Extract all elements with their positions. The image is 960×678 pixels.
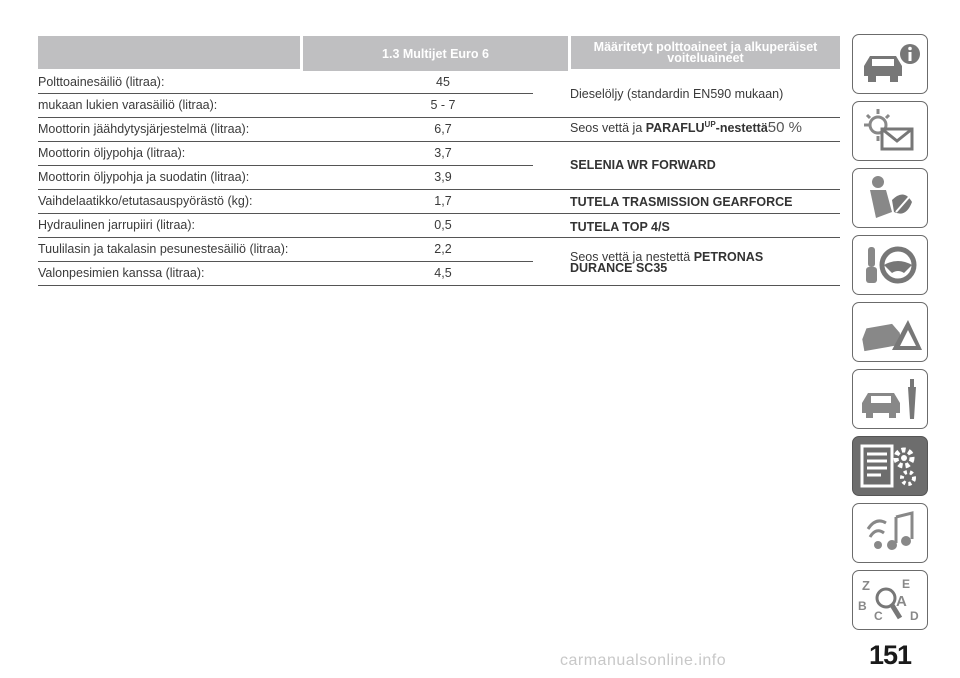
row-divider bbox=[38, 213, 840, 214]
fluid-oil bbox=[570, 160, 840, 171]
tab-index[interactable] bbox=[852, 570, 928, 630]
breakdown-warning-icon bbox=[856, 306, 924, 358]
coolant-brand: PARAFLU bbox=[645, 121, 705, 135]
brake-brand: TUTELA TOP 4/S bbox=[570, 220, 670, 234]
fluid-gear bbox=[570, 197, 840, 208]
row-value: 0,5 bbox=[434, 218, 452, 232]
row-divider bbox=[38, 117, 840, 118]
coolant-suffix: -nestettä bbox=[715, 121, 768, 135]
page-number: 151 bbox=[868, 640, 912, 670]
svg-text:C: C bbox=[874, 609, 883, 623]
fluid-brake bbox=[570, 222, 840, 233]
row-value: 1,7 bbox=[434, 194, 452, 208]
row-value: 3,7 bbox=[434, 146, 452, 160]
table-row bbox=[38, 189, 533, 211]
tab-breakdown[interactable] bbox=[852, 302, 928, 362]
table-row bbox=[38, 117, 533, 139]
fluid-diesel: Dieselöljy (standardin EN590 mukaan) bbox=[570, 87, 784, 101]
header-empty-cell bbox=[38, 36, 300, 69]
seat-airbag-icon bbox=[856, 172, 924, 224]
row-value: 2,2 bbox=[434, 242, 452, 256]
row-divider bbox=[38, 141, 840, 142]
gear-brand: TUTELA TRASMISSION GEARFORCE bbox=[570, 195, 793, 209]
row-value: 5 - 7 bbox=[430, 98, 456, 112]
header-engine: 1.3 Multijet Euro 6 bbox=[303, 36, 568, 71]
row-label: Moottorin jäähdytysjärjestelmä (litraa): bbox=[38, 122, 250, 136]
row-label: Valonpesimien kanssa (litraa): bbox=[38, 266, 205, 280]
header-fluids-line2: voiteluaineet bbox=[667, 50, 744, 65]
tab-multimedia[interactable] bbox=[852, 503, 928, 563]
technical-data-icon bbox=[856, 440, 924, 492]
coolant-prefix: Seos vettä ja bbox=[570, 121, 646, 135]
row-value: 6,7 bbox=[434, 122, 452, 136]
washer-prefix: Seos vettä ja nestettä bbox=[570, 250, 694, 264]
coolant-sup: UP bbox=[704, 119, 716, 129]
multimedia-icon bbox=[856, 507, 924, 559]
tab-seat-airbag[interactable] bbox=[852, 168, 928, 228]
svg-text:Z: Z bbox=[862, 578, 870, 593]
index-search-icon bbox=[856, 574, 924, 626]
row-label: Hydraulinen jarrupiiri (litraa): bbox=[38, 218, 195, 232]
car-maintenance-icon bbox=[856, 373, 924, 425]
table-row bbox=[38, 261, 533, 283]
tab-maintenance[interactable] bbox=[852, 369, 928, 429]
row-label: mukaan lukien varasäiliö (litraa): bbox=[38, 98, 218, 112]
coolant-ratio: 50 % bbox=[767, 119, 802, 136]
car-info-icon bbox=[856, 38, 924, 90]
key-steering-wheel-icon bbox=[856, 239, 924, 291]
svg-text:E: E bbox=[902, 577, 911, 591]
table-row bbox=[38, 93, 533, 115]
row-label: Tuulilasin ja takalasin pesunestesäiliö (litraa): bbox=[38, 242, 289, 256]
row-value: 45 bbox=[436, 75, 450, 89]
row-value: 4,5 bbox=[434, 266, 452, 280]
row-label: Vaihdelaatikko/etutasauspyörästö (kg): bbox=[38, 194, 253, 208]
row-label: Moottorin öljypohja (litraa): bbox=[38, 146, 186, 160]
tab-car-info[interactable] bbox=[852, 34, 928, 94]
watermark: carmanualsonline.info bbox=[560, 652, 727, 669]
table-row bbox=[38, 141, 533, 163]
svg-text:A: A bbox=[896, 593, 907, 610]
tab-key-steering[interactable] bbox=[852, 235, 928, 295]
row-label: Polttoainesäiliö (litraa): bbox=[38, 75, 165, 89]
table-row bbox=[38, 165, 533, 187]
row-label: Moottorin öljypohja ja suodatin (litraa): bbox=[38, 170, 250, 184]
row-divider bbox=[38, 93, 533, 94]
header-fluids bbox=[571, 36, 840, 69]
row-divider bbox=[38, 165, 533, 166]
row-divider bbox=[38, 189, 840, 190]
tab-technical-data[interactable] bbox=[852, 436, 928, 496]
header-fluids-line1: Määritetyt polttoaineet ja alkuperäiset bbox=[593, 39, 818, 54]
oil-brand: SELENIA WR FORWARD bbox=[570, 158, 716, 172]
dashboard-lights-icon bbox=[856, 105, 924, 157]
table-row bbox=[38, 70, 533, 92]
table-row bbox=[38, 237, 533, 259]
fluid-washer bbox=[570, 252, 840, 274]
table-row bbox=[38, 213, 533, 235]
row-value: 3,9 bbox=[434, 170, 452, 184]
washer-brand1: PETRONAS bbox=[693, 250, 764, 264]
svg-text:D: D bbox=[910, 609, 919, 623]
table-bottom-rule bbox=[38, 285, 840, 286]
row-divider bbox=[38, 261, 533, 262]
tab-dashboard-lights[interactable] bbox=[852, 101, 928, 161]
washer-brand2: DURANCE SC35 bbox=[570, 261, 668, 275]
row-divider bbox=[38, 237, 840, 238]
svg-text:B: B bbox=[858, 599, 867, 613]
fluid-coolant bbox=[570, 120, 840, 136]
